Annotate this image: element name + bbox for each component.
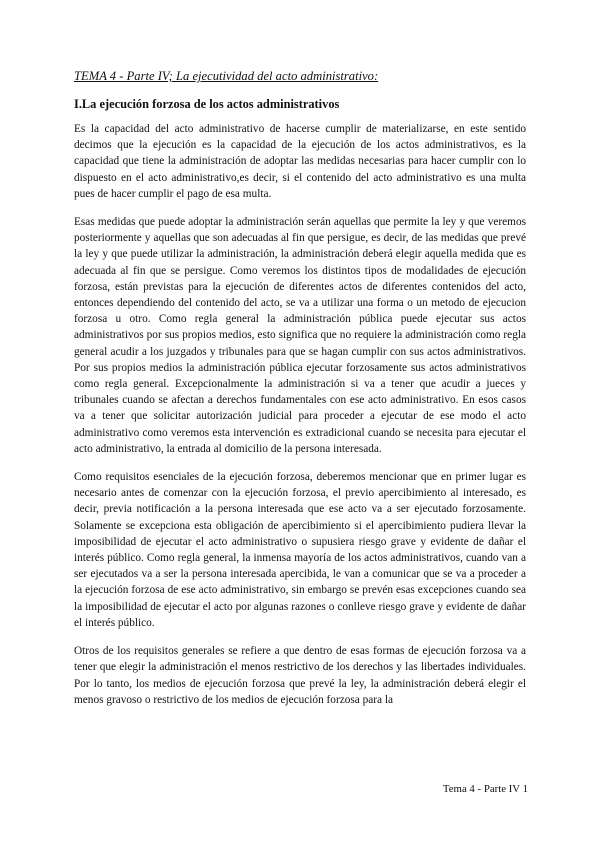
paragraph-1: Es la capacidad del acto administrativo de hacerse cumplir de materializarse, en este sentido decimos que la ejecución es la capacidad de la ejecución de los actos administrativos, es la capacidad que tiene la administración de adoptar las medidas necesarias para hacer cumplir con lo dispuesto en el acto administrativo,es decir, si el contenido del acto administrativo es una multa pues de hacer cumplir el pago de esa multa. [74,123,526,200]
document-title: TEMA 4 - Parte IV; La ejecutividad del acto administrativo: [74,69,379,83]
paragraph-4: Otros de los requisitos generales se refiere a que dentro de esas formas de ejecución forzosa va a tener que elegir la administración el menos restrictivo de los derechos y las libertades individuales. Por lo tanto, los medios de ejecución forzosa que prevé la ley, la administración deberá elegir el menos gravoso o restrictivo de los medios de ejecución forzosa para la [74,645,526,706]
page-footer: Tema 4 - Parte IV 1 [442,783,528,795]
paragraph-2: Esas medidas que puede adoptar la administración serán aquellas que permite la ley y que veremos posteriormente y aquellas que son adecuadas al fin que persigue, es decir, de las medidas que prevé la ley y que puede utilizar la administración, la administración deberá elegir aquella medida que es adecuada al fin que se persigue. Como veremos los distintos tipos de modalidades de ejecución forzosa, están previstas para la ejecución de diferentes actos de diferentes contenidos del acto, entonces dependiendo del contenido del acto, se va a utilizar una forma o un metodo de ejecucion forzosa u otro. Como regla general la administración pública puede ejecutar sus actos administrativos por sus propios medios, esto significa que no requiere la administración como regla general acudir a los juzgados y tribunales para que se hagan cumplir con sus actos administrativos. Por sus propios medios la administración pública ejecutar forzosamente sus actos administrativos como regla general. Excepcionalmente la administración si va a tener que acudir a jueces y tribunales cuando se afectan a derechos fundamentales con ese acto administrativo. En esos casos va a tener que solicitar autorización judicial para proceder a ejecutar de ese modo el acto administrativo como veremos esta intervención es extradicional cuando se necesita para ejecutar el acto administrativo, la entrada al domicilio de la persona interesada. [74,216,526,455]
paragraph-3: Como requisitos esenciales de la ejecución forzosa, deberemos mencionar que en primer lugar es necesario antes de comenzar con la ejecución forzosa, el previo apercibimiento al interesado, es decir, previa notificación a la persona interesada que ese acto va a ser ejecutado forzosamente. Solamente se excepciona esta obligación de apercibimiento si el apercibimiento pudiera llevar la imposibilidad de ejecutar el acto administrativo o supusiera riesgo grave y evidente de dañar el interés público. Como regla general, la inmensa mayoría de los actos administrativos, cuando van a ser ejecutados va a ser la persona interesada apercibida, le van a comunicar que se va a proceder a la ejecución forzosa de ese acto administrativo, sin embargo se prevén esas excepciones cuando sea la imposibilidad de ejecutar el acto por algunas razones o conlleve riesgo grave y evidente de dañar el interés público. [74,471,526,629]
section-heading: I.La ejecución forzosa de los actos administrativos [74,97,340,111]
